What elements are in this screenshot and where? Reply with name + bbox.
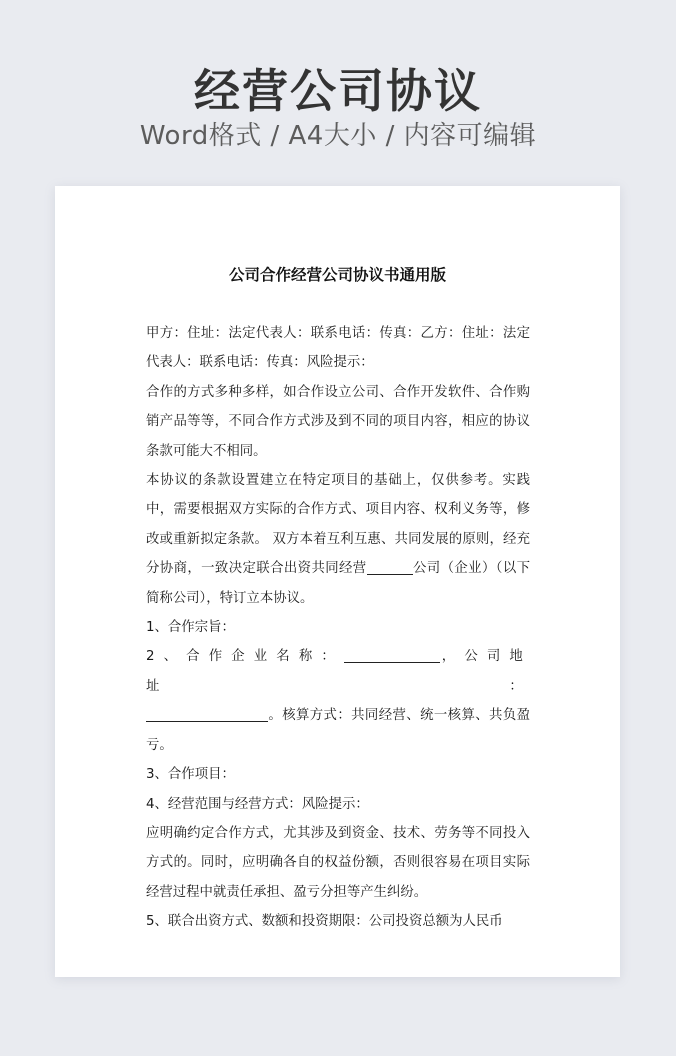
risk-note-paragraph: 应明确约定合作方式，尤其涉及到资金、技术、劳务等不同投入方式的。同时，应明确各自的权益份额，否则很容易在项目实际经营过程中就责任承担、盈亏分担等产生纠纷。 [146, 825, 530, 900]
agreement-basis-text: 本协议的条款设置建立在特定项目的基础上，仅供参考。实践中，需要根据双方实际的合作方式、项目内容、权利义务等，修改或重新拟定条款。 双方本着互利互惠、共同发展的原则，经充分协商，一致决定联合出资共同经营 [146, 473, 530, 577]
company-name-blank[interactable] [367, 559, 413, 575]
cooperation-methods-paragraph: 合作的方式多种多样，如合作设立公司、合作开发软件、合作购销产品等等，不同合作方式涉及到不同的项目内容，相应的协议条款可能大不相同。 [146, 384, 530, 459]
banner-title: 经营公司协议 [194, 64, 482, 118]
document-body [146, 319, 530, 937]
document-page [55, 186, 620, 977]
item-4: 4、经营范围与经营方式：风险提示： [146, 796, 369, 812]
banner-subtitle: Word格式 / A4大小 / 内容可编辑 [139, 121, 537, 151]
address-blank[interactable] [146, 706, 268, 722]
agreement-basis-paragraph [146, 466, 530, 613]
item-3: 3、合作项目： [146, 767, 235, 783]
item-2-address-label: ，公司地址： [146, 649, 530, 694]
item-2-name-label: 2、合作企业名称： [146, 649, 344, 665]
document-title: 公司合作经营公司协议书通用版 [228, 266, 446, 284]
item-2-line-2 [146, 701, 530, 760]
item-2-rest: 。核算方式：共同经营、统一核算、共负盈亏。 [146, 708, 530, 753]
parties-paragraph: 甲方：住址：法定代表人：联系电话：传真：乙方：住址：法定代表人：联系电话：传真：风险提示： [146, 326, 530, 371]
item-5: 5、联合出资方式、数额和投资期限：公司投资总额为人民币 [146, 914, 503, 930]
agreement-basis-text-end: 公司（企业）（以下简称公司），特订立本协议。 [146, 561, 530, 606]
item-1: 1、合作宗旨： [146, 620, 235, 636]
item-2-line-1 [146, 642, 530, 701]
enterprise-name-blank[interactable] [344, 647, 440, 663]
